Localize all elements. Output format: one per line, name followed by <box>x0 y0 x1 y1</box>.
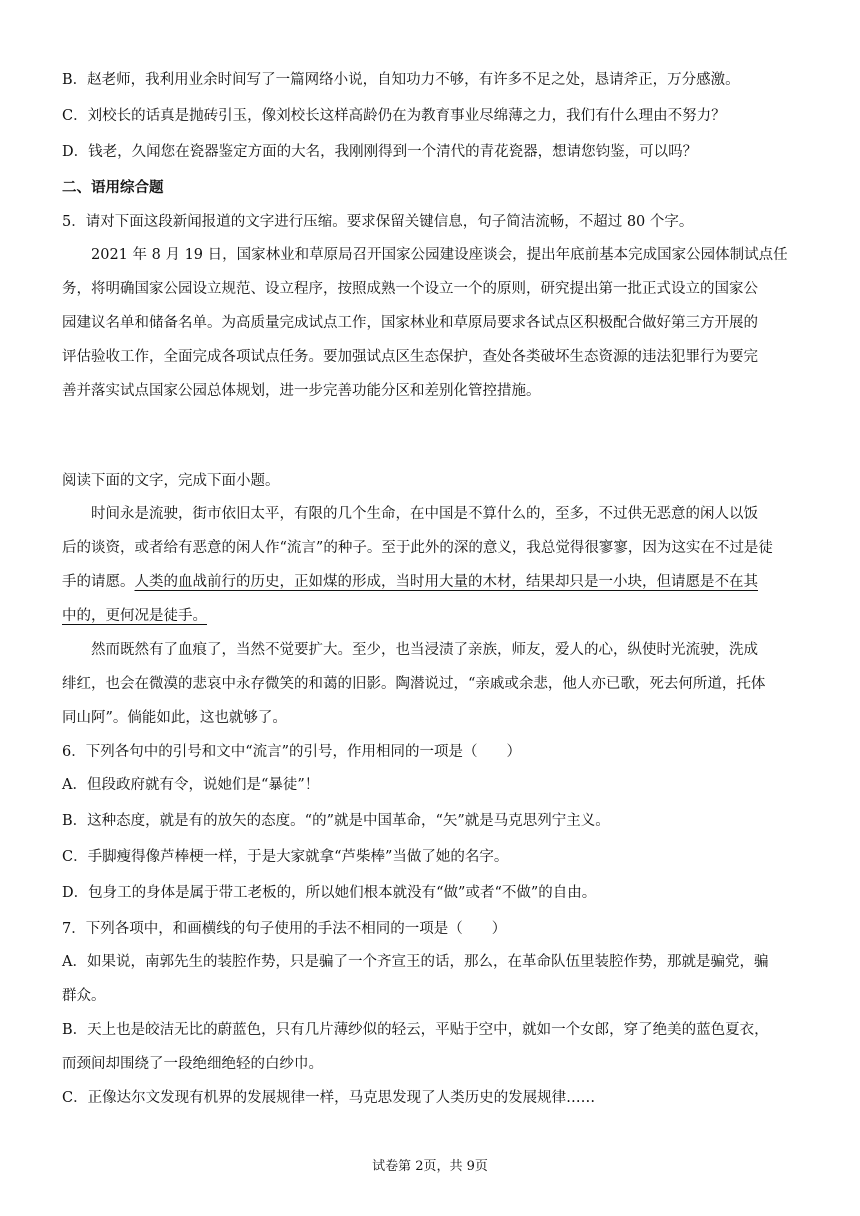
passage-line <box>62 606 798 626</box>
passage-line: 2021 年 8 月 19 日，国家林业和草原局召开国家公园建设座谈会，提出年底前基本完成国家公园体制试点任 <box>91 247 788 263</box>
exam-page <box>62 70 798 1124</box>
passage-line <box>62 572 798 592</box>
page-footer: 试卷第 2页，共 9页 <box>372 1159 488 1174</box>
q7-prompt: 7．下列各项中，和画横线的句子使用的手法不相同的一项是（ ） <box>62 921 507 937</box>
q4-option-c: C．刘校长的话真是抛砖引玉，像刘校长这样高龄仍在为教育事业尽绵薄之力，我们有什么理由不努力？ <box>62 108 726 124</box>
q6-option-a: A．但段政府就有令，说她们是“暴徒”！ <box>62 777 320 793</box>
passage-line: 务，将明确国家公园设立规范、设立程序，按照成熟一个设立一个的原则，研究提出第一批正式设立的国家公 <box>62 281 758 297</box>
passage-text: 手的请愿。 <box>62 574 135 590</box>
reading-intro: 阅读下面的文字，完成下面小题。 <box>62 473 280 489</box>
q6-option-c: C．手脚瘦得像芦棒梗一样，于是大家就拿“芦柴棒”当做了她的名字。 <box>62 849 509 865</box>
q7-option-a <box>62 952 798 1006</box>
option-line: B．天上也是皎洁无比的蔚蓝色，只有几片薄纱似的轻云，平贴于空中，就如一个女郎，穿了绝美的蓝色夏衣， <box>62 1022 769 1038</box>
passage-line: 时间永是流驶，街市依旧太平，有限的几个生命，在中国是不算什么的，至多，不过供无恶意的闲人以饭 <box>91 506 758 522</box>
answer-space <box>62 415 798 471</box>
reading-passage-p1 <box>62 504 798 626</box>
q6-prompt: 6．下列各句中的引号和文中“流言”的引号，作用相同的一项是（ ） <box>62 744 522 760</box>
passage-line: 绯红，也会在微漠的悲哀中永存微笑的和蔼的旧影。陶潜说过，“亲戚或余悲，他人亦已歌，死去何所道，托体 <box>62 676 766 692</box>
passage-line: 评估验收工作，全面完成各项试点任务。要加强试点区生态保护，查处各类破坏生态资源的违法犯罪行为要完 <box>62 349 758 365</box>
passage-line: 后的谈资，或者给有恶意的闲人作“流言”的种子。至于此外的深的意义，我总觉得很寥寥，因为这实在不过是徒 <box>62 540 773 556</box>
underlined-sentence: 中的，更何况是徒手。 <box>62 608 207 624</box>
q4-option-d: D．钱老，久闻您在瓷器鉴定方面的大名，我刚刚得到一个清代的青花瓷器，想请您钧鉴，可以吗？ <box>62 144 698 160</box>
option-line: 而颈间却围绕了一段绝细绝轻的白纱巾。 <box>62 1056 323 1072</box>
underlined-sentence: 人类的血战前行的历史，正如煤的形成，当时用大量的木材，结果却只是一小块，但请愿是不在其 <box>134 574 758 590</box>
option-line: A．如果说，南郭先生的装腔作势，只是骗了一个齐宣王的话，那么，在革命队伍里装腔作势，那就是骗党，骗 <box>62 954 769 970</box>
q6-option-d: D．包身工的身体是属于带工老板的，所以她们根本就没有“做”或者“不做”的自由。 <box>62 885 597 901</box>
q7-option-b <box>62 1020 798 1074</box>
passage-line: 善并落实试点国家公园总体规划，进一步完善功能分区和差别化管控措施。 <box>62 383 541 399</box>
q7-option-c: C．正像达尔文发现有机界的发展规律一样，马克思发现了人类历史的发展规律…… <box>62 1090 596 1106</box>
passage-line: 园建议名单和储备名单。为高质量完成试点工作，国家林业和草原局要求各试点区积极配合做好第三方开展的 <box>62 315 758 331</box>
q5-passage <box>62 245 798 401</box>
q6-option-b: B．这种态度，就是有的放矢的态度。“的”就是中国革命，“矢”就是马克思列宁主义。 <box>62 813 610 829</box>
q5-prompt: 5．请对下面这段新闻报道的文字进行压缩。要求保留关键信息，句子简洁流畅，不超过 80 个字。 <box>62 214 694 230</box>
q4-option-b: B．赵老师，我利用业余时间写了一篇网络小说，自知功力不够，有许多不足之处，恳请斧正，万分感激。 <box>62 72 740 88</box>
reading-passage-p2 <box>62 640 798 728</box>
passage-line: 同山阿”。倘能如此，这也就够了。 <box>62 710 287 726</box>
section-title: 二、语用综合题 <box>62 180 164 196</box>
passage-line: 然而既然有了血痕了，当然不觉要扩大。至少，也当浸渍了亲族，师友，爱人的心，纵使时光流驶，洗成 <box>91 642 758 658</box>
option-line: 群众。 <box>62 988 106 1004</box>
